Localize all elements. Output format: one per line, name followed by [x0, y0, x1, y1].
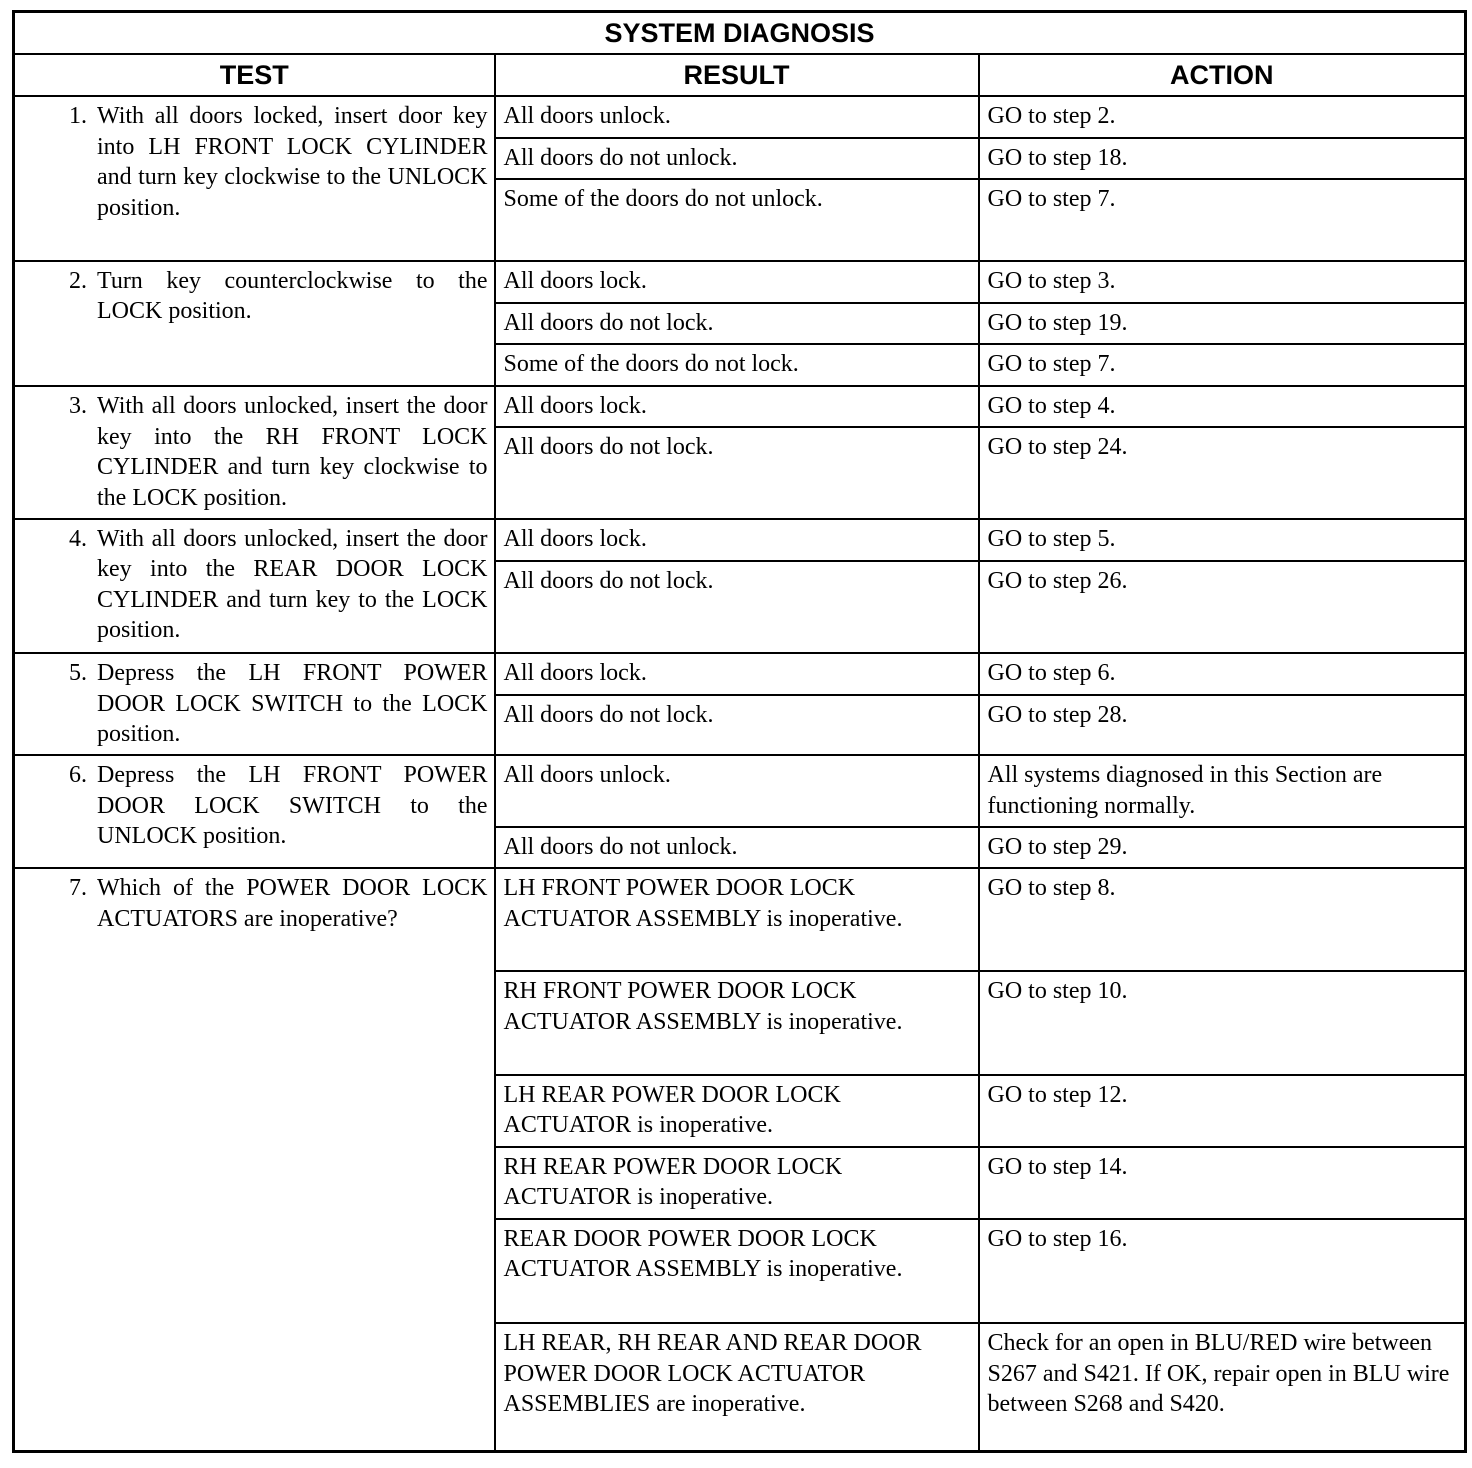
test-cell-step-4 — [14, 519, 495, 653]
result-cell: All doors lock. — [495, 261, 979, 303]
result-cell: All doors lock. — [495, 519, 979, 561]
result-cell: All doors do not lock. — [495, 561, 979, 653]
header-row — [14, 54, 1466, 96]
step-test-text: With all doors unlocked, insert the door key into the RH FRONT LOCK CYLINDER and turn key clockwise to the LOCK position. — [97, 393, 488, 511]
result-cell: RH REAR POWER DOOR LOCK ACTUATOR is inoperative. — [495, 1147, 979, 1219]
step-test-text: Depress the LH FRONT POWER DOOR LOCK SWITCH to the LOCK position. — [97, 660, 488, 748]
result-cell: LH FRONT POWER DOOR LOCK ACTUATOR ASSEMBLY is inoperative. — [495, 868, 979, 971]
action-cell: GO to step 29. — [979, 827, 1466, 868]
action-cell: GO to step 3. — [979, 261, 1466, 303]
result-cell: All doors unlock. — [495, 755, 979, 827]
system-diagnosis-table — [12, 10, 1467, 1453]
header-action: ACTION — [979, 54, 1466, 96]
step-number: 1. — [69, 103, 87, 129]
action-cell: GO to step 19. — [979, 303, 1466, 344]
result-cell: All doors do not unlock. — [495, 827, 979, 868]
result-cell: All doors do not lock. — [495, 303, 979, 344]
action-cell: All systems diagnosed in this Section are functioning normally. — [979, 755, 1466, 827]
result-cell: LH REAR, RH REAR AND REAR DOOR POWER DOOR LOCK ACTUATOR ASSEMBLIES are inoperative. — [495, 1323, 979, 1451]
action-cell: GO to step 26. — [979, 561, 1466, 653]
test-cell-step-3 — [14, 386, 495, 519]
result-cell: LH REAR POWER DOOR LOCK ACTUATOR is inoperative. — [495, 1075, 979, 1147]
step-number: 5. — [69, 660, 87, 687]
action-cell: GO to step 7. — [979, 179, 1466, 261]
action-cell: Check for an open in BLU/RED wire between S267 and S421. If OK, repair open in BLU wire between S268 and S420. — [979, 1323, 1466, 1451]
step-number: 2. — [69, 267, 87, 294]
action-cell: GO to step 6. — [979, 653, 1466, 695]
step-number: 4. — [69, 525, 87, 552]
action-cell: GO to step 28. — [979, 695, 1466, 755]
step-test-text: With all doors locked, insert door key into LH FRONT LOCK CYLINDER and turn key clockwise to the UNLOCK position. — [97, 103, 488, 221]
table-title: SYSTEM DIAGNOSIS — [14, 12, 1466, 55]
test-cell-step-2 — [14, 261, 495, 386]
header-result: RESULT — [495, 54, 979, 96]
step-test-text: With all doors unlocked, insert the door key into the REAR DOOR LOCK CYLINDER and turn key to the LOCK position. — [97, 525, 488, 644]
result-cell: All doors unlock. — [495, 96, 979, 138]
action-cell: GO to step 8. — [979, 868, 1466, 971]
header-test: TEST — [14, 54, 495, 96]
step-test-text: Depress the LH FRONT POWER DOOR LOCK SWITCH to the UNLOCK position. — [97, 762, 488, 850]
table-row — [14, 386, 1466, 427]
action-cell: GO to step 18. — [979, 138, 1466, 179]
action-cell: GO to step 12. — [979, 1075, 1466, 1147]
step-number: 3. — [69, 393, 87, 420]
result-cell: All doors do not lock. — [495, 695, 979, 755]
test-cell-step-6 — [14, 755, 495, 868]
result-cell: All doors do not lock. — [495, 427, 979, 519]
step-number: 7. — [69, 875, 87, 902]
action-cell: GO to step 16. — [979, 1219, 1466, 1323]
result-cell: All doors lock. — [495, 386, 979, 427]
action-cell: GO to step 7. — [979, 344, 1466, 386]
table-row — [14, 653, 1466, 695]
action-cell: GO to step 4. — [979, 386, 1466, 427]
action-cell: GO to step 10. — [979, 971, 1466, 1074]
table-row — [14, 868, 1466, 971]
action-cell: GO to step 14. — [979, 1147, 1466, 1219]
test-cell-step-5 — [14, 653, 495, 755]
table-row — [14, 519, 1466, 561]
test-cell-step-7 — [14, 868, 495, 1451]
action-cell: GO to step 5. — [979, 519, 1466, 561]
table-row — [14, 96, 1466, 138]
result-cell: RH FRONT POWER DOOR LOCK ACTUATOR ASSEMBLY is inoperative. — [495, 971, 979, 1074]
step-test-text: Which of the POWER DOOR LOCK ACTUATORS are inoperative? — [97, 875, 488, 932]
action-cell: GO to step 24. — [979, 427, 1466, 519]
step-test-text: Turn key counterclockwise to the LOCK position. — [97, 267, 488, 325]
result-cell: All doors lock. — [495, 653, 979, 695]
title-row — [14, 12, 1466, 55]
result-cell: All doors do not unlock. — [495, 138, 979, 179]
table-row — [14, 261, 1466, 303]
result-cell: Some of the doors do not lock. — [495, 344, 979, 386]
test-cell-step-1 — [14, 96, 495, 261]
step-number: 6. — [69, 762, 87, 789]
result-cell: Some of the doors do not unlock. — [495, 179, 979, 261]
table-row — [14, 755, 1466, 827]
action-cell: GO to step 2. — [979, 96, 1466, 138]
result-cell: REAR DOOR POWER DOOR LOCK ACTUATOR ASSEMBLY is inoperative. — [495, 1219, 979, 1323]
